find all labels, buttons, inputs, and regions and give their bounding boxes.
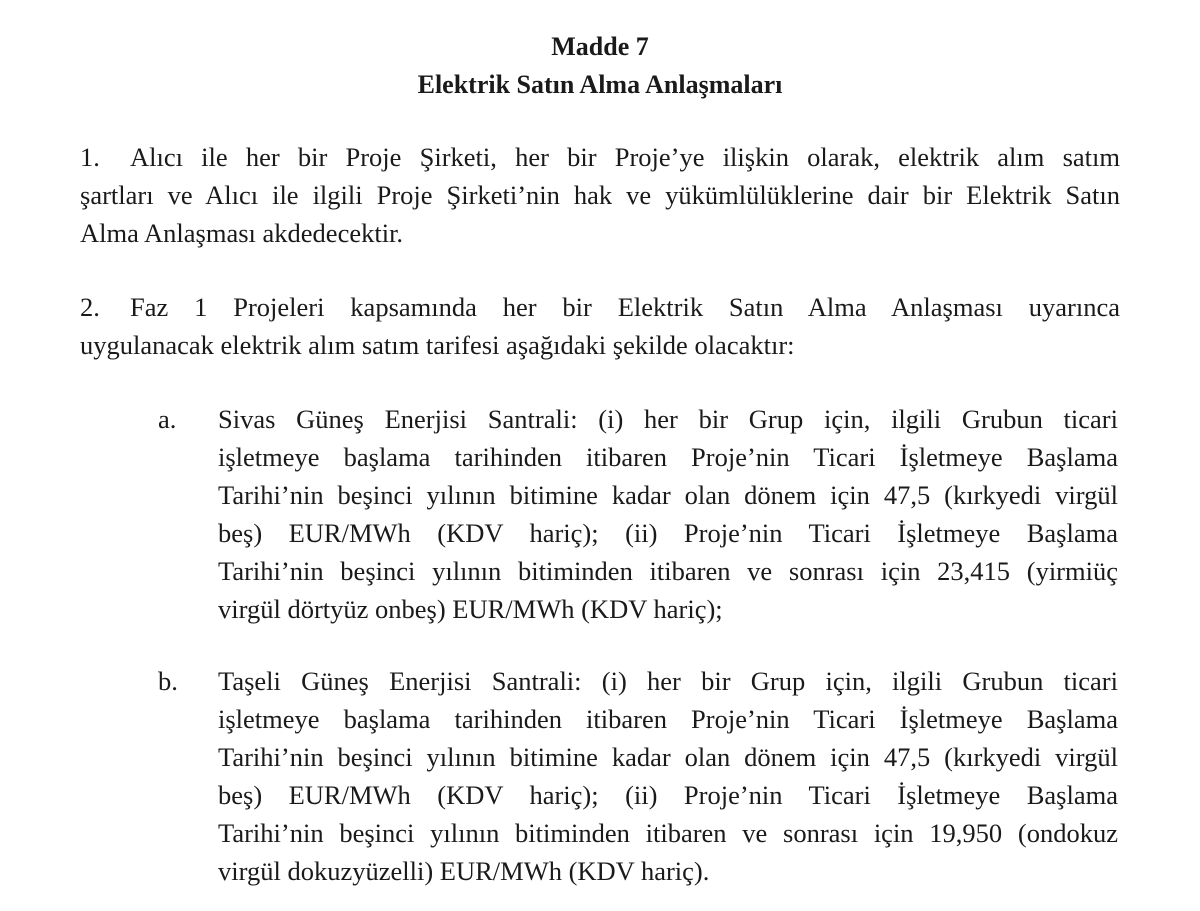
article-title: Elektrik Satın Alma Anlaşmaları [417, 70, 783, 99]
list-item-line: Sivas Güneş Enerjisi Santrali: (i) her bir Grup için, ilgili Grubun ticari [218, 404, 1118, 434]
list-item-line: Tarihi’nin beşinci yılının bitimine kadar olan dönem için 47,5 (kırkyedi virgül [218, 742, 1118, 772]
list-item-line: Tarihi’nin beşinci yılının bitiminden itibaren ve sonrası için 23,415 (yirmiüç [218, 556, 1118, 586]
list-item-line: Taşeli Güneş Enerjisi Santrali: (i) her bir Grup için, ilgili Grubun ticari [218, 666, 1118, 696]
article-number: Madde 7 [551, 32, 649, 61]
list-item-line: virgül dörtyüz onbeş) EUR/MWh (KDV hariç); [218, 594, 723, 624]
list-item-line: Tarihi’nin beşinci yılının bitimine kadar olan dönem için 47,5 (kırkyedi virgül [218, 480, 1118, 510]
paragraph-line: Alma Anlaşması akdedecektir. [80, 218, 404, 248]
list-item-line: beş) EUR/MWh (KDV hariç); (ii) Proje’nin Ticari İşletmeye Başlama [218, 780, 1118, 810]
paragraph-number: 2. [80, 292, 100, 322]
paragraph-line: uygulanacak elektrik alım satım tarifesi aşağıdaki şekilde olacaktır: [80, 330, 795, 360]
list-item-line: virgül dokuzyüzelli) EUR/MWh (KDV hariç). [218, 856, 710, 886]
paragraph-line: şartları ve Alıcı ile ilgili Proje Şirketi’nin hak ve yükümlülüklerine dair bir Elektrik Satın [80, 180, 1120, 210]
list-item-line: Tarihi’nin beşinci yılının bitiminden itibaren ve sonrası için 19,950 (ondokuz [218, 818, 1118, 848]
list-item-line: işletmeye başlama tarihinden itibaren Proje’nin Ticari İşletmeye Başlama [218, 442, 1118, 472]
list-item-marker: b. [158, 666, 178, 696]
list-item-line: işletmeye başlama tarihinden itibaren Proje’nin Ticari İşletmeye Başlama [218, 704, 1118, 734]
paragraph-line: Alıcı ile her bir Proje Şirketi, her bir Proje’ye ilişkin olarak, elektrik alım satım [130, 142, 1120, 172]
list-item-marker: a. [158, 404, 177, 434]
list-item-line: beş) EUR/MWh (KDV hariç); (ii) Proje’nin Ticari İşletmeye Başlama [218, 518, 1118, 548]
paragraph-number: 1. [80, 142, 100, 172]
paragraph-line: Faz 1 Projeleri kapsamında her bir Elektrik Satın Alma Anlaşması uyarınca [130, 292, 1120, 322]
